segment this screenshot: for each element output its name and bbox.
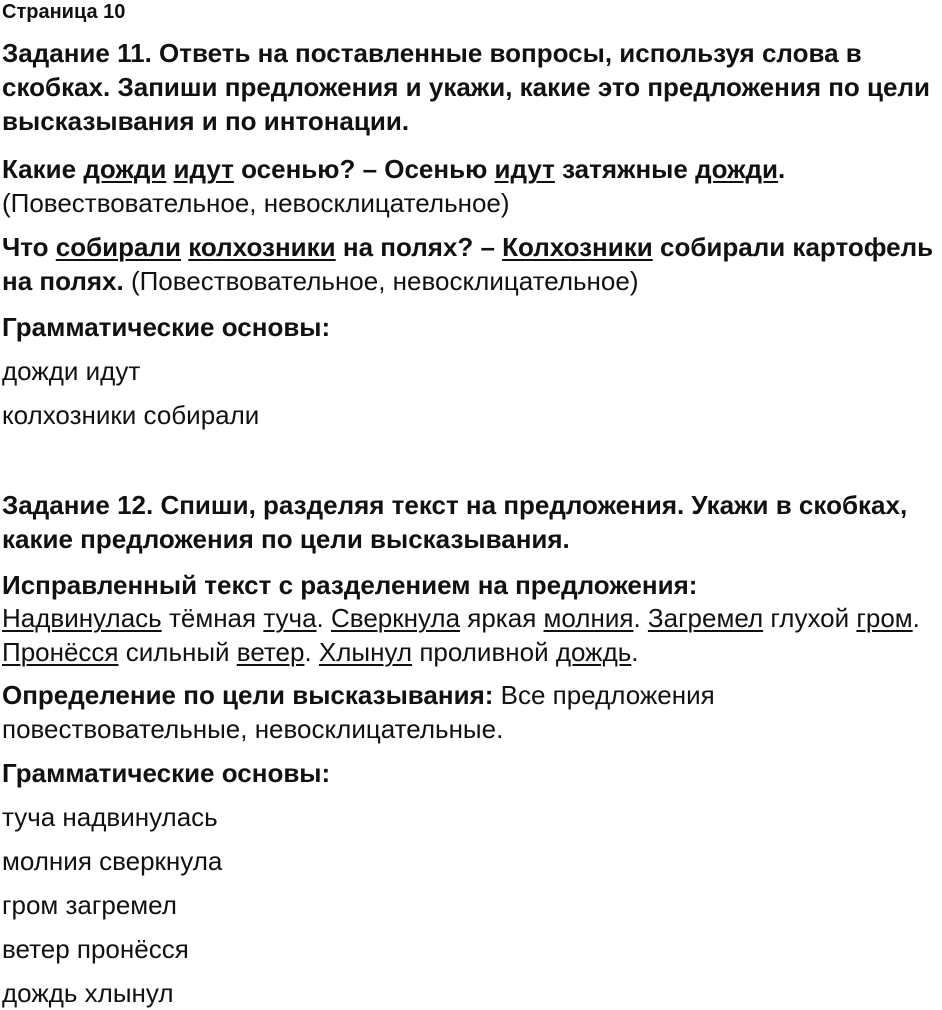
underlined-predicate: идут [494,154,555,184]
task11-answer-2 [2,230,940,298]
underlined-subject: туча [263,603,317,633]
word: Что [2,232,49,262]
grammar-item: колхозники собирали [2,400,260,430]
underlined-subject: молния [543,603,634,633]
underlined-predicate: Хлынул [318,637,413,667]
punctuation: . [778,154,786,184]
word: Какие [2,154,77,184]
grammar-item: ветер пронёсся [2,934,189,964]
word: на полях? – [342,232,495,262]
task11-grammar-heading: Грамматические основы: [2,312,331,342]
underlined-predicate: Загремел [647,603,764,633]
grammar-item: дожди идут [2,356,141,386]
underlined-predicate: идут [173,154,234,184]
punctuation: . [304,637,312,667]
word: затяжные [562,154,688,184]
word: глухой [770,603,850,633]
underlined-subject: дожди [695,154,779,184]
punctuation: . [631,637,639,667]
underlined-subject: дождь [555,637,632,667]
grammar-item: дождь хлынул [2,978,174,1008]
punctuation: . [912,603,920,633]
underlined-subject: гром [856,603,913,633]
word: тёмная [168,603,257,633]
grammar-item: молния сверкнула [2,846,223,876]
sentence-type-note: (Повествовательное, невосклицательное) [130,266,639,296]
sentence-type-note: (Повествовательное, невосклицательное) [2,188,510,218]
task12-heading: Задание 12. Спиши, разделяя текст на предложения. Укажи в скобках, какие предложения по цели высказывания. [2,490,908,554]
word: яркая [467,603,537,633]
task12-definition [2,678,940,746]
task11-heading: Задание 11. Ответь на поставленные вопросы, используя слова в скобках. Запиши предложения и укажи, какие это предложения по цели высказывания и по интонации. [2,38,930,136]
underlined-subject: дожди [83,154,167,184]
word: собирали картофель на полях. [2,232,934,296]
punctuation: . [316,603,324,633]
word: проливной [419,637,549,667]
underlined-predicate: собирали [55,232,182,262]
punctuation: . [633,603,641,633]
task12-grammar-heading: Грамматические основы: [2,758,331,788]
underlined-predicate: Надвинулась [2,603,162,633]
underlined-subject: ветер [236,637,305,667]
page-title: Страница 10 [2,1,126,23]
task11-answer-1 [2,152,940,220]
underlined-subject: Колхозники [502,232,653,262]
definition-text: Все предложения повествовательные, невосклицательные. [2,680,715,744]
definition-label: Определение по цели высказывания: [2,680,494,710]
task12-corrected-heading: Исправленный текст с разделением на предложения: [2,570,698,600]
word: сильный [125,637,230,667]
underlined-predicate: Пронёсся [2,637,119,667]
grammar-item: туча надвинулась [2,802,218,832]
grammar-item: гром загремел [2,890,177,920]
task12-corrected-text [2,601,940,669]
word: осенью? – Осенью [241,154,488,184]
underlined-subject: колхозники [188,232,336,262]
underlined-predicate: Сверкнула [331,603,461,633]
